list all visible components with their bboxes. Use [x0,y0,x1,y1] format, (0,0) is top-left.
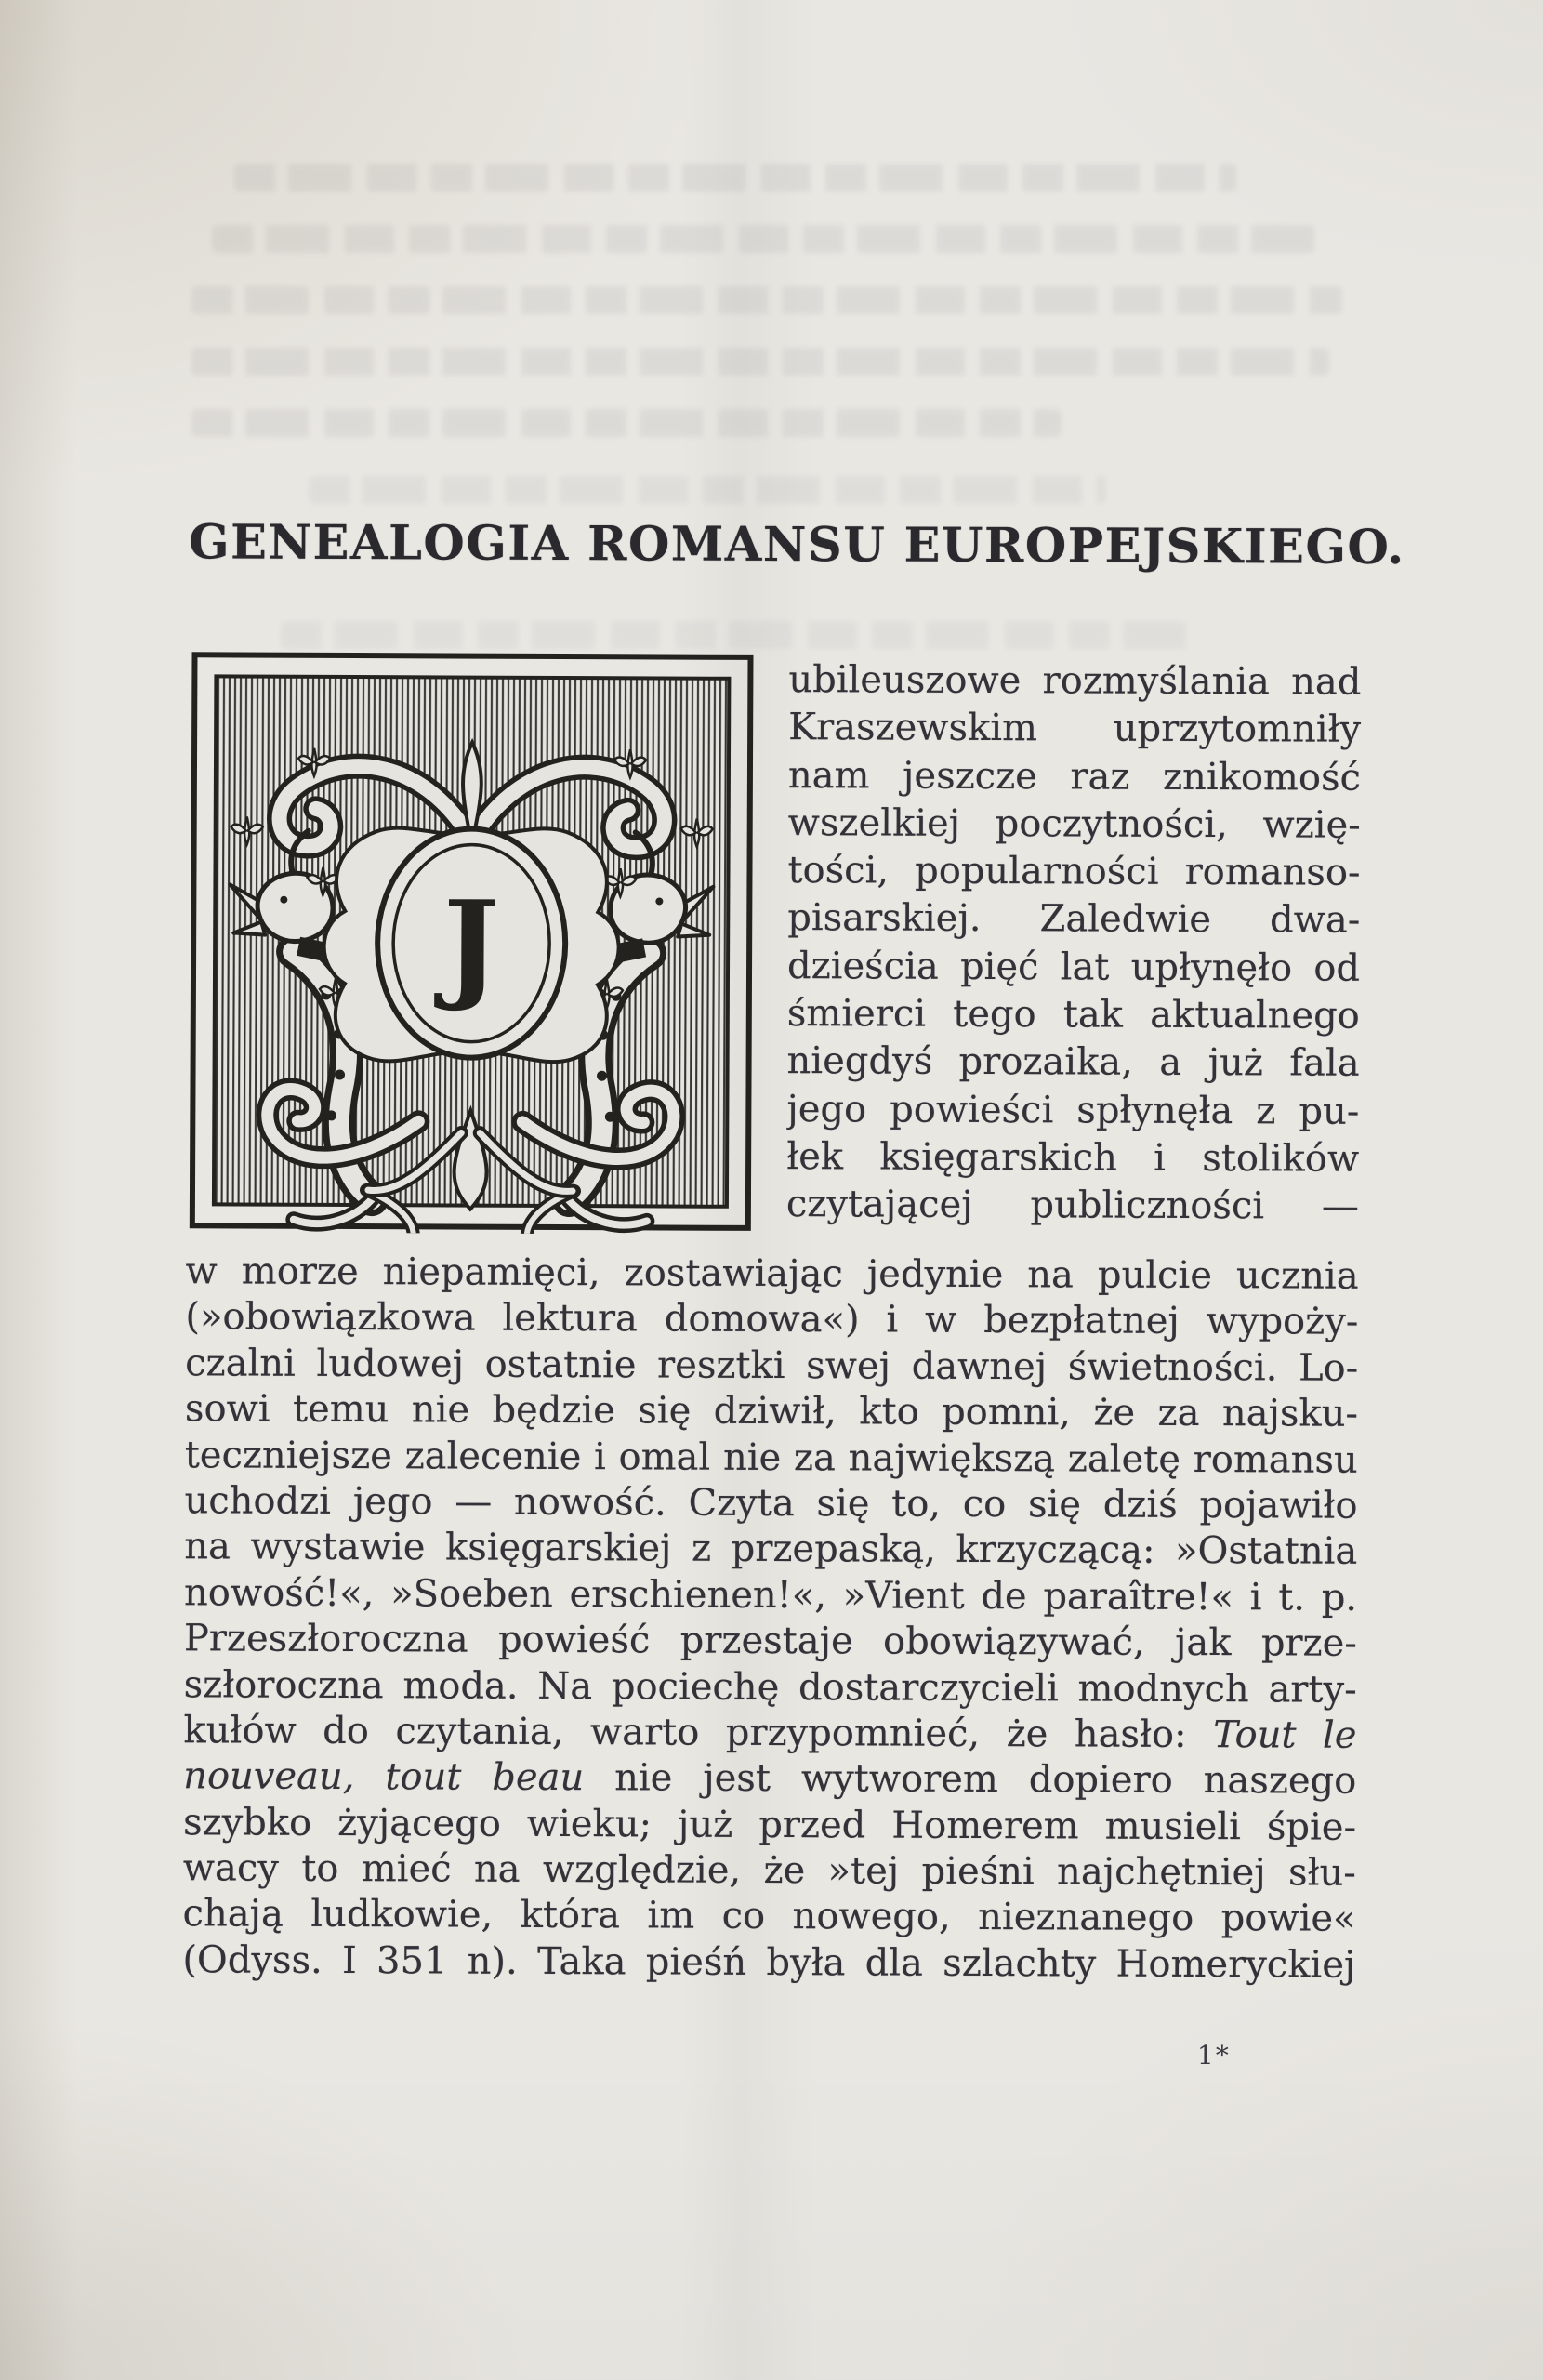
text-line: czytającej publiczności — [785,1183,1360,1229]
text-line: czalni ludowej ostatnie resztki swej dawnej świetności. Lo- [185,1342,1359,1390]
woodcut-initial-j [186,648,758,1235]
text-line: tości, popularności romanso- [787,849,1361,894]
intro-paragraph [786,651,1362,1237]
text-segment-italic: Tout le [1212,1712,1357,1757]
text-line: łek księgarskich i stolików [786,1135,1360,1181]
body-paragraph [182,1249,1358,1989]
text-line: szłoroczna moda. Na pociechę dostarczycieli modnych arty- [183,1662,1357,1712]
text-line: śmierci tego tak aktualnego [786,992,1360,1038]
text-line: chają ludkowie, która im co nowego, nieznanego powie« [182,1892,1356,1941]
text-line: Kraszewskim uprzytomniły [788,706,1362,752]
text-line: teczniejsze zalecenie i omal nie za największą zaletę romansu [184,1433,1358,1482]
text-line: ubileuszowe rozmyślania nad [788,658,1362,704]
initial-letter: J [442,875,500,1015]
text-line: nam jeszcze raz znikomość [787,753,1362,800]
text-line: szybko żyjącego wieku; już przed Homerem musieli śpie- [182,1800,1357,1849]
text-line: (Odyss. I 351 n). Taka pieśń była dla szlachty Homeryckiej [182,1938,1356,1987]
signature-mark: 1* [1196,2040,1231,2071]
text-line: w morze niepamięci, zostawiając jedynie na pulcie ucznia [185,1250,1359,1298]
text-segment-italic: nouveau, tout beau [183,1754,585,1800]
text-line: nowość!«, »Soeben erschienen!«, »Vient de paraître!« i t. p. [184,1570,1358,1620]
text-segment: kułów do czytania, warto przypomnieć, że hasło: [183,1709,1214,1756]
text-line: sowi temu nie będzie się dziwił, kto pomni, że za najsku- [184,1387,1359,1435]
text-line: (»obowiązkowa lektura domowa«) i w bezpłatnej wypoży- [185,1295,1359,1344]
text-line: uchodzi jego — nowość. Czyta się to, co się dziś pojawiło [184,1479,1358,1527]
text-line: jego powieści spłynęła z pu- [786,1087,1360,1133]
text-line: dzieścia pięć lat upłynęło od [786,944,1361,990]
text-line: na wystawie księgarskiej z przepaską, krzyczącą: »Ostatnia [184,1525,1358,1574]
woodcut-engraving [186,648,758,1235]
text-line: pisarskiej. Zaledwie dwa- [787,896,1361,943]
cartouche [323,827,619,1062]
text-line: Przeszłoroczna powieść przestaje obowiązywać, jak prze- [183,1617,1357,1665]
text-line: wacy to mieć na względzie, że »tej pieśni najchętniej słu- [182,1846,1356,1895]
text-segment: nie jest wytworem dopiero naszego [584,1756,1357,1804]
text-line: wszelkiej poczytności, wzię- [787,800,1361,847]
opening-block [186,648,1362,1237]
text-line: niegdyś prozaika, a już fala [786,1039,1360,1086]
text-line [183,1708,1356,1759]
text-line [183,1754,1356,1805]
chapter-title: GENEALOGIA ROMANSU EUROPEJSKIEGO. [188,514,1405,575]
